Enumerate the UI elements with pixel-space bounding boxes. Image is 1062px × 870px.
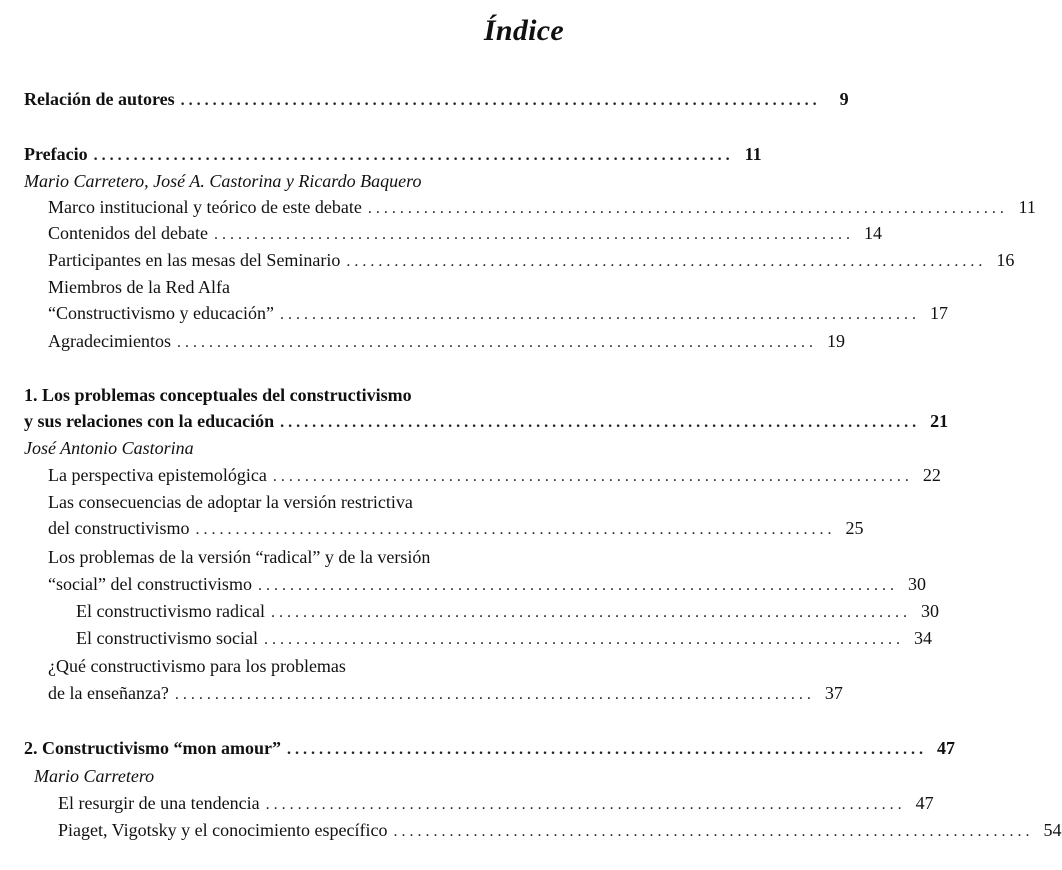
leader-dots: ................................................................................ xyxy=(367,200,1008,217)
toc-entry-agradecimientos[interactable] xyxy=(48,330,845,354)
leader-dots: ................................................................................ xyxy=(270,604,911,621)
miembros-line-1: Miembros de la Red Alfa xyxy=(48,277,230,297)
leader-dots: ................................................................................ xyxy=(263,631,904,648)
chapter-2-author: Mario Carretero xyxy=(34,766,155,786)
toc-page-number: 17 xyxy=(929,303,948,323)
chapter-1-line-1: 1. Los problemas conceptuales del constructivismo xyxy=(24,385,412,405)
leader-dots: ................................................................................ xyxy=(280,414,921,431)
toc-entry-label: de la enseñanza? xyxy=(48,683,169,703)
toc-entry-label: El resurgir de una tendencia xyxy=(58,793,260,813)
toc-page-number: 30 xyxy=(920,601,939,621)
toc-page-number: 54 xyxy=(1043,820,1062,840)
leader-dots: ................................................................................ xyxy=(195,521,836,538)
leader-dots: ................................................................................ xyxy=(279,306,920,323)
toc-entry-consecuencias[interactable] xyxy=(48,517,864,541)
prefacio-authors: Mario Carretero, José A. Castorina y Ricardo Baquero xyxy=(24,171,422,191)
consecuencias-line-1: Las consecuencias de adoptar la versión restrictiva xyxy=(48,492,413,512)
toc-entry-label: Contenidos del debate xyxy=(48,223,208,243)
page-title: Índice xyxy=(483,14,564,47)
toc-entry-label: El constructivismo social xyxy=(76,628,258,648)
toc-page-number: 9 xyxy=(839,89,849,109)
toc-entry-perspectiva[interactable] xyxy=(48,464,941,488)
toc-entry-label: El constructivismo radical xyxy=(76,601,265,621)
toc-entry-contenidos[interactable] xyxy=(48,222,882,246)
toc-page-number: 30 xyxy=(907,574,926,594)
toc-entry-miembros[interactable] xyxy=(48,302,948,326)
toc-entry-label: “Constructivismo y educación” xyxy=(48,303,274,323)
toc-entry-que[interactable] xyxy=(48,682,843,706)
leader-dots: ................................................................................ xyxy=(287,741,927,758)
toc-entry-label: 2. Constructivismo “mon amour” xyxy=(24,738,281,758)
toc-entry-label: Marco institucional y teórico de este debate xyxy=(48,197,362,217)
leader-dots: ................................................................................ xyxy=(180,92,821,109)
leader-dots: ................................................................................ xyxy=(265,796,906,813)
toc-entry-participantes[interactable] xyxy=(48,249,1015,273)
toc-page-number: 21 xyxy=(930,411,949,431)
leader-dots: ................................................................................ xyxy=(213,226,854,243)
leader-dots: ................................................................................ xyxy=(393,823,1034,840)
toc-page-number: 37 xyxy=(824,683,843,703)
leader-dots: ................................................................................ xyxy=(272,468,913,485)
leader-dots: ................................................................................ xyxy=(93,147,734,164)
toc-entry-resurgir[interactable] xyxy=(58,792,934,816)
toc-page-number: 14 xyxy=(863,223,882,243)
toc-page-number: 47 xyxy=(915,793,934,813)
chapter-1-author: José Antonio Castorina xyxy=(24,438,194,458)
leader-dots: ................................................................................ xyxy=(174,686,815,703)
toc-entry-label: del constructivismo xyxy=(48,518,190,538)
toc-page-number: 16 xyxy=(996,250,1015,270)
problemas-line-1: Los problemas de la versión “radical” y de la versión xyxy=(48,547,431,567)
toc-entry-prefacio[interactable] xyxy=(24,143,762,167)
toc-entry-marco[interactable] xyxy=(48,196,1036,220)
toc-page-number: 19 xyxy=(826,331,845,351)
toc-entry-label: Relación de autores xyxy=(24,89,175,109)
toc-entry-social[interactable] xyxy=(76,627,932,651)
toc-entry-chapter-1[interactable] xyxy=(24,410,949,434)
toc-page-number: 47 xyxy=(937,738,955,758)
toc-page-number: 11 xyxy=(744,144,762,164)
toc-entry-label: La perspectiva epistemológica xyxy=(48,465,267,485)
toc-entry-label: Agradecimientos xyxy=(48,331,171,351)
toc-entry-piaget[interactable] xyxy=(58,819,1062,843)
toc-entry-label: Prefacio xyxy=(24,144,88,164)
toc-entry-problemas[interactable] xyxy=(48,573,926,597)
toc-entry-chapter-2[interactable] xyxy=(24,737,955,761)
toc-entry-label: Participantes en las mesas del Seminario xyxy=(48,250,341,270)
leader-dots: ................................................................................ xyxy=(346,253,987,270)
toc-entry-label: “social” del constructivismo xyxy=(48,574,252,594)
toc-page-number: 11 xyxy=(1018,197,1036,217)
leader-dots: ................................................................................ xyxy=(176,334,817,351)
toc-entry-relacion[interactable] xyxy=(24,88,849,112)
toc-entry-label: Piaget, Vigotsky y el conocimiento específico xyxy=(58,820,388,840)
toc-page-number: 34 xyxy=(913,628,932,648)
toc-page-number: 22 xyxy=(922,465,941,485)
toc-entry-radical[interactable] xyxy=(76,600,939,624)
toc-page-number: 25 xyxy=(845,518,864,538)
que-line-1: ¿Qué constructivismo para los problemas xyxy=(48,656,346,676)
leader-dots: ................................................................................ xyxy=(257,577,898,594)
toc-entry-label: y sus relaciones con la educación xyxy=(24,411,275,431)
